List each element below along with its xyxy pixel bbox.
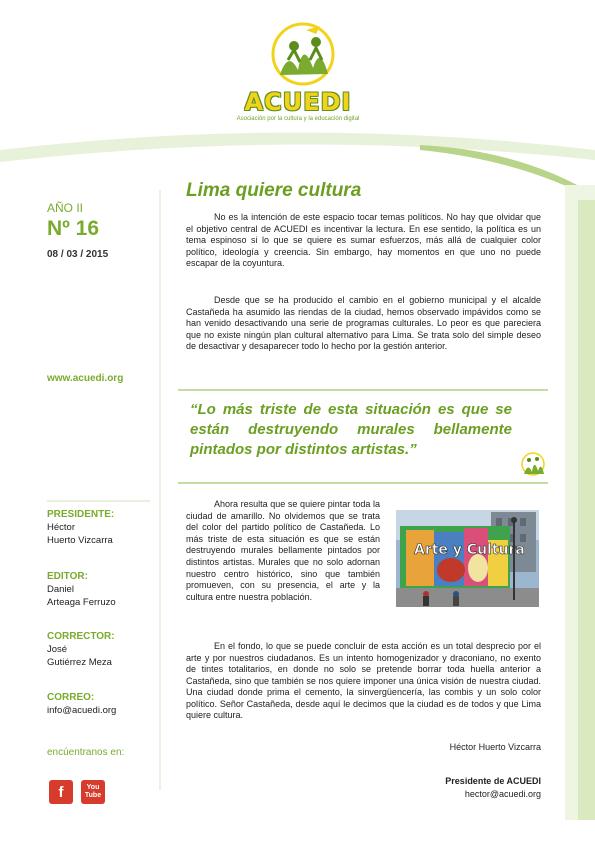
- issue-date: 08 / 03 / 2015: [47, 249, 109, 260]
- facebook-icon[interactable]: f: [49, 780, 73, 804]
- article-title: Lima quiere cultura: [186, 180, 362, 201]
- email-label: CORREO:: [47, 692, 95, 703]
- president-label: PRESIDENTE:: [47, 509, 115, 520]
- editor-name-1: Daniel: [47, 584, 74, 595]
- corrector-label: CORRECTOR:: [47, 631, 115, 642]
- brand-name: ACUEDI: [244, 88, 352, 116]
- youtube-icon[interactable]: [81, 780, 105, 804]
- article-paragraph-3: Ahora resulta que se quiere pintar toda la ciudad de amarillo. No olvidemos que se trata del color del partido político de Castañeda. Lo más triste de esta situación es que se están destruyendo murales bellamente pintados por distintos artistas. Murales que no solo adornan nuestro centro histórico, sino que también promueven, con su presencia, el arte y la cultura entre nuestra población.: [186, 499, 380, 602]
- issue-year: AÑO II: [47, 201, 84, 215]
- author-email[interactable]: hector@acuedi.org: [464, 789, 541, 799]
- editor-name-2: Arteaga Ferruzo: [47, 597, 116, 608]
- social-label: encúentranos en:: [47, 747, 125, 758]
- mural-photo: [396, 510, 539, 607]
- brand-tagline: Asociación por la cultura y la educación digital: [236, 116, 360, 122]
- article-paragraph-2: Desde que se ha producido el cambio en el gobierno municipal y el alcalde Castañeda ha asumido las riendas de la ciudad, hemos observado impávidos como se han venido desactivando una serie de programas culturales. Lo peor es que pareciera que no existe ningún plan cultural alternativo para Lima. Se trata solo del simple deseo de desactivar y desaparecer todo lo hecho por la gestión anterior.: [186, 295, 541, 351]
- email-address[interactable]: info@acuedi.org: [47, 705, 117, 716]
- president-name-1: Héctor: [47, 522, 75, 533]
- author-role: Presidente de ACUEDI: [445, 776, 541, 786]
- corrector-name-1: José: [47, 644, 68, 655]
- editor-label: EDITOR:: [47, 571, 88, 582]
- issue-number: Nº 16: [47, 217, 100, 240]
- corrector-name-2: Gutiérrez Meza: [47, 657, 112, 668]
- article-paragraph-4: En el fondo, lo que se puede concluir de esta acción es un total desprecio por el arte y por nuestros ciudadanos. Es un intento homogenizador y draconiano, no exento de tintes totalitarios, en donde no solo se pretende borrar toda huella anterior a Castañeda, sino que también se nos quiere imponer una única visión de nuestra ciudad. Una ciudad donde prima el cemento, la sinvergüencería, las combis y un solo color político. Señor Castañeda, desde aquí le decimos que la ciudad es de todos y que Lima quiere cultura.: [186, 641, 541, 720]
- author-name: Héctor Huerto Vizcarra: [449, 742, 541, 752]
- staff-president: [47, 508, 157, 547]
- youtube-text-2: Tube: [84, 792, 102, 799]
- acuedi-logo-icon: [258, 20, 348, 92]
- website-link[interactable]: www.acuedi.org: [47, 373, 124, 384]
- mural-graffiti-text: Arte y Cultura: [414, 542, 525, 558]
- pull-quote: “Lo más triste de esta situación es que se están destruyendo murales bellamente pintados por distintos artistas.”: [190, 401, 512, 458]
- article-paragraph-1: No es la intención de este espacio tocar temas políticos. No hay que olvidar que el objetivo central de ACUEDI es incentivar la lectura. En ese sentido, la política es un tema espinoso si lo que se quiere es sumar esfuerzos, más allá de cualquier color político, ideología y creencia. Sin embargo, hay momentos en que uno no puede escapar de la coyuntura.: [186, 212, 541, 268]
- acuedi-mini-logo-icon: [518, 450, 548, 480]
- youtube-text-1: You: [86, 784, 100, 791]
- staff-corrector: [47, 630, 157, 669]
- staff-editor: [47, 570, 157, 609]
- president-name-2: Huerto Vizcarra: [47, 535, 113, 546]
- staff-email: [47, 691, 157, 717]
